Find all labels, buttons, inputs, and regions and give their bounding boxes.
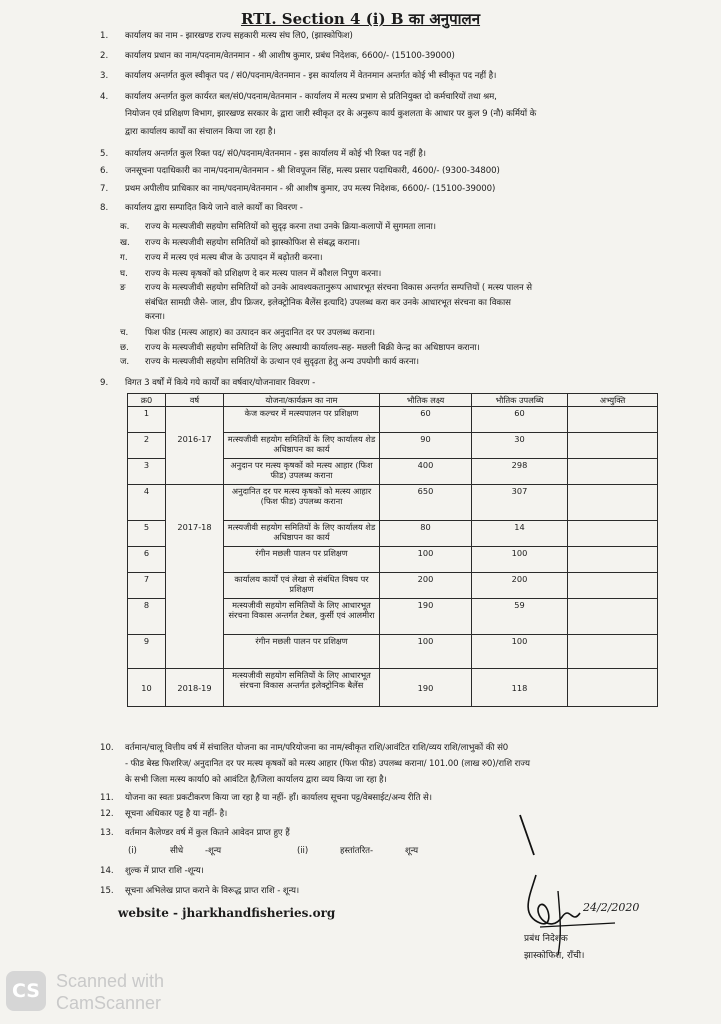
cell-scheme: अनुदान पर मत्स्य कृषकों को मत्स्य आहार (फिश फीड) उपलब्ध कराना [224,459,380,485]
cell-achievement: 30 [472,433,568,459]
cell-scheme: कार्यालय कार्यों एवं लेखा से संबंधित विषय पर प्रशिक्षण [224,573,380,599]
subitem-mark-ga: ग. [120,253,128,263]
cell-achievement: 298 [472,459,568,485]
item-4-line-2: नियोजन एवं प्रशिक्षण विभाग, झारखण्ड सरकार के द्वारा जारी स्वीकृत दर के अनुरूप कार्य कुशलता के आधार पर कुल 9 (नौ) कर्मियों के [125,109,537,119]
table-row [128,433,658,459]
table-row [128,407,658,433]
item-7-text: प्रथम अपीलीय प्राधिकार का नाम/पदनाम/वेतनमान - श्री आशीष कुमार, उप मत्स्य निदेशक, 6600/- (15100-39000) [125,184,496,194]
cell-serial: 3 [128,459,166,485]
cell-year [166,599,224,635]
subitem-mark-ja: ज. [120,357,130,367]
item-12-text: सूचना अधिकार पट्ट है या नहीं- है। [125,809,228,819]
cell-serial: 5 [128,521,166,547]
item-13-i-mark: (i) [128,846,137,856]
item-8-text: कार्यालय द्वारा सम्पादित किये जाने वाले कार्यों का विवरण - [125,203,303,213]
item-13-direct-value: -शून्य [205,846,222,856]
cell-serial: 9 [128,635,166,669]
subitem-ka-text: राज्य के मत्स्यजीवी सहयोग समितियों को सुदृढ़ करना तथा उनके क्रिया-कलापों में सुगमता लाना। [145,222,436,232]
cell-scheme: मत्स्यजीवी सहयोग समितियों के लिए आधारभूत संरचना विकास अन्तर्गत इलेक्ट्रोनिक बैलेंस [224,669,380,707]
cell-year [166,635,224,669]
item-13-direct-label: सीधे [170,846,184,856]
cell-scheme: रंगीन मछली पालन पर प्रशिक्षण [224,635,380,669]
cell-scheme: मत्स्यजीवी सहयोग समितियों के लिए कार्यालय शेड अधिष्ठापन का कार्य [224,433,380,459]
cell-serial: 10 [128,669,166,707]
item-number-6: 6. [100,166,109,176]
cell-year [166,485,224,521]
item-13-transferred-value: शून्य [405,846,419,856]
cell-target: 650 [380,485,472,521]
subitem-ja-text: राज्य के मत्स्यजीवी सहयोग समितियों के उत्थान एवं सुदृढ़ता हेतु अन्य उपयोगी कार्य करना। [145,357,419,367]
item-13-text: वर्तमान कैलेण्डर वर्ष में कुल कितने आवेदन प्राप्त हुए हैं [125,828,290,838]
cell-achievement: 200 [472,573,568,599]
cell-target: 190 [380,669,472,707]
cell-target: 100 [380,635,472,669]
cell-remarks [568,485,658,521]
website-link: website - jharkhandfisheries.org [118,906,336,920]
cell-remarks [568,573,658,599]
cell-target: 90 [380,433,472,459]
header-achievement: भौतिक उपलब्धि [472,394,568,407]
item-number-7: 7. [100,184,109,194]
item-6-text: जनसूचना पदाधिकारी का नाम/पदनाम/वेतनमान - श्री शिवपूजन सिंह, मत्स्य प्रसार पदाधिकारी, 4600/- (9300-34800) [125,166,500,176]
signatory-office: झास्कोफिश, राँची। [524,951,585,961]
cell-achievement: 307 [472,485,568,521]
item-3-text: कार्यालय अन्तर्गत कुल स्वीकृत पद / सं0/पदनाम/वेतनमान - इस कार्यालय में वेतनमान अन्तर्गत कोई भी स्वीकृत पद नहीं है। [125,71,497,81]
subitem-gha-text: राज्य के मत्स्य कृषकों को प्रशिक्षण दे कर मत्स्य पालन में कौशल निपुण करना। [145,269,382,279]
header-year: वर्ष [166,394,224,407]
works-table [127,393,658,707]
cell-serial: 4 [128,485,166,521]
cell-remarks [568,433,658,459]
table-row [128,573,658,599]
item-10-line-3: के सभी जिला मत्स्य कार्या0 को आवंटित है/जिला कार्यालय द्वारा व्यय किया जा रहा है। [125,775,387,785]
cell-achievement: 60 [472,407,568,433]
table-row [128,599,658,635]
subitem-nga-line-3: करना। [145,312,165,322]
signature-date: 24/2/2020 [583,901,640,914]
cell-target: 60 [380,407,472,433]
item-number-13: 13. [100,828,114,838]
item-5-text: कार्यालय अन्तर्गत कुल रिक्त पद/ सं0/पदनाम/वेतनमान - इस कार्यालय में कोई भी रिक्त पद नहीं है। [125,149,426,159]
cell-target: 400 [380,459,472,485]
subitem-mark-chha: छ. [120,343,129,353]
cell-serial: 8 [128,599,166,635]
cell-achievement: 14 [472,521,568,547]
item-2-text: कार्यालय प्रधान का नाम/पदनाम/वेतनमान - श्री आशीष कुमार, प्रबंध निदेशक, 6600/- (15100-39000) [125,51,455,61]
item-14-text: शुल्क में प्राप्त राशि -शून्य। [125,866,204,876]
table-row [128,459,658,485]
cell-remarks [568,407,658,433]
item-number-12: 12. [100,809,114,819]
watermark-line-1: Scanned with [56,971,165,991]
cell-year [166,407,224,433]
item-number-11: 11. [100,793,114,803]
item-4-line-3: द्वारा कार्यालय कार्यों का संचालन किया जा रहा है। [125,127,276,137]
item-number-5: 5. [100,149,109,159]
watermark-line-2: CamScanner [56,993,162,1013]
cell-serial: 6 [128,547,166,573]
table-row [128,521,658,547]
cell-year: 2018-19 [166,669,224,707]
item-13-ii-mark: (ii) [297,846,309,856]
cell-year [166,459,224,485]
item-number-3: 3. [100,71,109,81]
camscanner-watermark [6,966,206,1018]
cell-target: 200 [380,573,472,599]
item-4-line-1: कार्यालय अन्तर्गत कुल कार्यरत बल/सं0/पदनाम/वेतनमान - कार्यालय में मत्स्य प्रभाग से प्रतिनियुक्त दो कर्मचारियों तथा श्रम, [125,92,497,102]
subitem-chha-text: राज्य के मत्स्यजीवी सहयोग समितियों के लिए अस्थायी कार्यालय-सह- मछली बिक्री केन्द्र का अधिष्ठापन कराना। [145,343,480,353]
subitem-cha-text: फिश फीड (मत्स्य आहार) का उत्पादन कर अनुदानित दर पर उपलब्ध कराना। [145,328,375,338]
item-10-line-1: वर्तमान/चालू वित्तीय वर्ष में संचालित योजना का नाम/परियोजना का नाम/स्वीकृत राशि/आवंटित राशि/व्यय राशि/लाभुकों की सं0 [125,743,509,753]
header-serial: क्र0 [128,394,166,407]
item-11-text: योजना का स्वतः प्रकटीकरण किया जा रहा है या नहीं- हाँ। कार्यालय सूचना पट्ट/वेबसाईट/अन्य रीति से। [125,793,432,803]
cell-remarks [568,547,658,573]
cell-serial: 2 [128,433,166,459]
cell-target: 80 [380,521,472,547]
table-row [128,635,658,669]
table-row [128,669,658,707]
cell-scheme: रंगीन मछली पालन पर प्रशिक्षण [224,547,380,573]
table-row [128,485,658,521]
cell-achievement: 100 [472,635,568,669]
item-number-4: 4. [100,92,109,102]
cell-remarks [568,599,658,635]
cell-target: 190 [380,599,472,635]
cell-remarks [568,669,658,707]
item-number-1: 1. [100,31,109,41]
subitem-kha-text: राज्य के मत्स्यजीवी सहयोग समितियों को झास्कोफिश से संबद्ध कराना। [145,238,360,248]
subitem-nga-line-1: राज्य के मत्स्यजीवी सहयोग समितियों को उनके आवश्यकतानुरूप आधारभूत संरचना विकास अन्तर्गत सम्पत्तियों ( मत्स्य पालन से [145,283,532,293]
item-15-text: सूचना अभिलेख प्राप्त कराने के विरूद्ध प्राप्त राशि - शून्य। [125,886,300,896]
cell-scheme: केज कल्चर में मत्स्यपालन पर प्रशिक्षण [224,407,380,433]
item-number-2: 2. [100,51,109,61]
cell-scheme: मत्स्यजीवी सहयोग समितियों के लिए आधारभूत संरचना विकास अन्तर्गत टेबल, कुर्सी एवं आलमीरा [224,599,380,635]
cell-year [166,573,224,599]
item-number-14: 14. [100,866,114,876]
item-9-text: विगत 3 वर्षों में किये गये कार्यों का वर्षवार/योजनावार विवरण - [125,378,316,388]
cell-achievement: 100 [472,547,568,573]
subitem-mark-gha: घ. [120,269,128,279]
item-number-15: 15. [100,886,114,896]
subitem-ga-text: राज्य में मत्स्य एवं मत्स्य बीज के उत्पादन में बढ़ोतरी करना। [145,253,323,263]
item-number-9: 9. [100,378,109,388]
page-title: RTI. Section 4 (i) B का अनुपालन [240,10,481,28]
table-header-row [128,394,658,407]
item-number-8: 8. [100,203,109,213]
item-13-transferred-label: हस्तांतरित- [340,846,373,856]
subitem-mark-cha: च. [120,328,129,338]
camscanner-logo-icon: CS [6,971,46,1011]
subitem-mark-kha: ख. [120,238,130,248]
item-10-line-2: - फीड बेस्ड फिशरिज/ अनुदानित दर पर मत्स्य कृषकों को मत्स्य आहार (फिश फीड) उपलब्ध कराना/ 101.00 (लाख रु0)/राशि राज्य [125,759,530,769]
cell-remarks [568,635,658,669]
signatory-designation: प्रबंध निदेशक [524,934,568,944]
cell-scheme: अनुदानित दर पर मत्स्य कृषकों को मत्स्य आहार (फिश फीड) उपलब्ध कराना [224,485,380,521]
cell-scheme: मत्स्यजीवी सहयोग समितियों के लिए कार्यालय शेड अधिष्ठापन का कार्य [224,521,380,547]
header-scheme: योजना/कार्यक्रम का नाम [224,394,380,407]
cell-target: 100 [380,547,472,573]
table-row [128,547,658,573]
cell-achievement: 118 [472,669,568,707]
cell-remarks [568,521,658,547]
cell-serial: 1 [128,407,166,433]
signature-block [500,805,700,975]
cell-year: 2017-18 [166,521,224,547]
subitem-nga-line-2: संबंधित सामग्री जैसे- जाल, डीप फ्रिजर, इलेक्ट्रोनिक बैलेंस इत्यादि) उपलब्ध करा कर उनके आधारभूत संरचना का विकास [145,298,511,308]
subitem-mark-nga: ङ [120,283,126,293]
cell-remarks [568,459,658,485]
cell-year: 2016-17 [166,433,224,459]
cell-year [166,547,224,573]
header-target: भौतिक लक्ष्य [380,394,472,407]
item-number-10: 10. [100,743,114,753]
header-remarks: अभ्युक्ति [568,394,658,407]
cell-achievement: 59 [472,599,568,635]
subitem-mark-ka: क. [120,222,130,232]
item-1-text: कार्यालय का नाम - झारखण्ड राज्य सहकारी मत्स्य संघ लि0, (झास्कोफिश) [125,31,353,41]
cell-serial: 7 [128,573,166,599]
